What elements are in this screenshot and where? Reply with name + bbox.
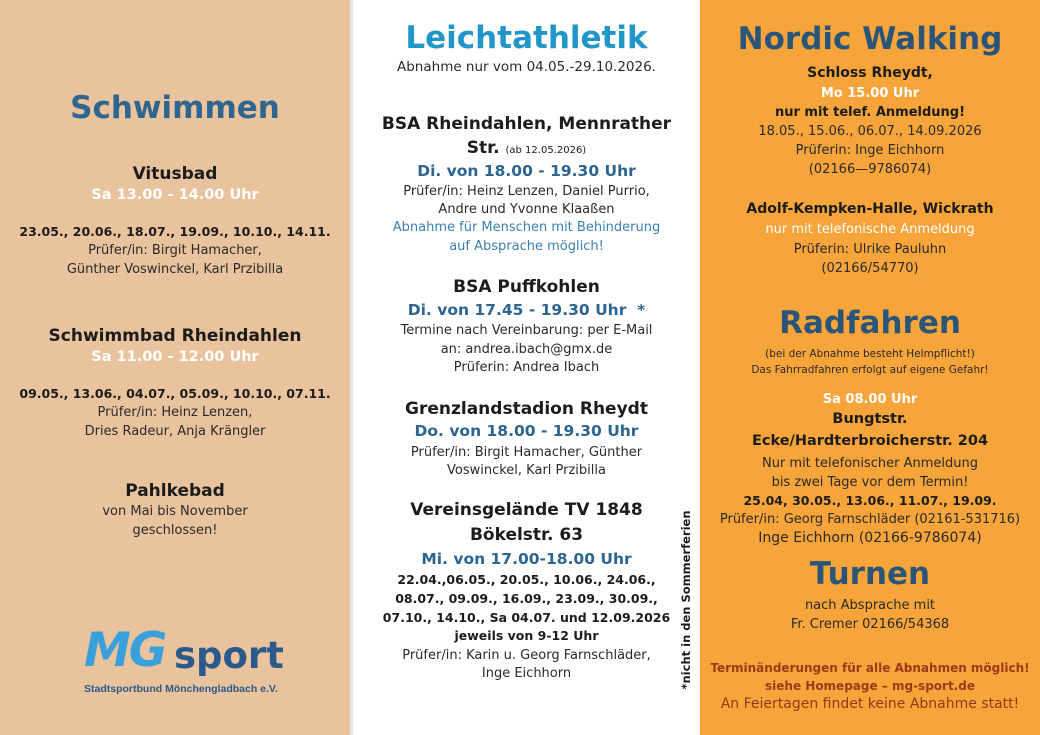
nordic-radfahren-turnen-column	[700, 0, 1040, 735]
leichtathletik-title: Leichtathletik	[405, 20, 648, 56]
bsa-puffkohlen-pruefer: Prüferin: Andrea Ibach	[453, 360, 600, 375]
turnen-line-2: Fr. Cremer 02166/54368	[790, 617, 950, 632]
footer-feiertag: An Feiertagen findet keine Abnahme statt!	[720, 696, 1020, 712]
radfahren-note-1: (bei der Abnahme besteht Helmpflicht!)	[765, 348, 975, 360]
bsa-puffkohlen-line-2: an: andrea.ibach@gmx.de	[440, 342, 613, 357]
logo-sport-text: sport	[174, 634, 284, 677]
grenzland-name: Grenzlandstadion Rheydt	[405, 399, 648, 419]
tv1848-dates-4: jeweils von 9-12 Uhr	[454, 628, 599, 643]
radfahren-time: Sa 08.00 Uhr	[822, 392, 918, 407]
rheindahlen-pruefer-2: Dries Radeur, Anja Krängler	[84, 424, 266, 439]
pahlkebad-line-1: von Mai bis November	[102, 504, 248, 519]
radfahren-line-1: Nur mit telefonischer Anmeldung	[761, 456, 979, 471]
bsa-rheindahlen-pruefer-1: Prüfer/in: Heinz Lenzen, Daniel Purrio,	[403, 184, 650, 199]
radfahren-pruefer-2: Inge Eichhorn (02166-9786074)	[758, 530, 982, 546]
bsa-rheindahlen-note: (ab 12.05.2026)	[505, 145, 587, 156]
turnen-title: Turnen	[809, 556, 931, 592]
footer-note-1: Terminänderungen für alle Abnahmen möglich!	[710, 661, 1030, 675]
vertical-note-text: *nicht in den Sommerferien	[679, 510, 693, 690]
tv1848-dates-2: 08.07., 09.09., 16.09., 23.09., 30.09.,	[395, 591, 658, 606]
bsa-rheindahlen-name-2	[353, 137, 700, 162]
tv1848-name-2: Bökelstr. 63	[469, 525, 584, 545]
kempken-name: Adolf-Kempken-Halle, Wickrath	[746, 201, 994, 217]
nordic-title: Nordic Walking	[737, 21, 1003, 57]
radfahren-title: Radfahren	[779, 305, 961, 341]
vitusbad-dates: 23.05., 20.06., 18.07., 19.09., 10.10., 14.11.	[19, 224, 331, 239]
pahlkebad-name: Pahlkebad	[125, 481, 225, 501]
grenzland-pruefer-2: Voswinckel, Karl Przibilla	[447, 463, 606, 478]
footer-note-2: siehe Homepage – mg-sport.de	[765, 679, 975, 693]
turnen-line-1: nach Absprache mit	[804, 598, 936, 613]
rheindahlen-pruefer-1: Prüfer/in: Heinz Lenzen,	[97, 405, 253, 420]
kempken-pruefer: Prüferin: Ulrike Pauluhn	[793, 242, 947, 257]
schloss-pruefer: Prüferin: Inge Eichhorn	[795, 143, 945, 158]
radfahren-note-2: Das Fahrradfahren erfolgt auf eigene Gefahr!	[751, 364, 989, 376]
grenzland-time: Do. von 18.00 - 19.30 Uhr	[414, 422, 639, 440]
radfahren-place-1: Bungtstr.	[832, 411, 908, 427]
mg-sport-logo	[84, 623, 294, 696]
schwimmen-title: Schwimmen	[70, 90, 280, 126]
schwimmen-column	[0, 0, 350, 735]
bsa-rheindahlen-info-1: Abnahme für Menschen mit Behinderung	[392, 220, 661, 235]
logo-mg-text: MG	[84, 623, 166, 678]
rheindahlen-time: Sa 11.00 - 12.00 Uhr	[91, 349, 259, 365]
bsa-puffkohlen-line-1: Termine nach Vereinbarung: per E-Mail	[400, 323, 653, 338]
leichtathletik-subtitle: Abnahme nur vom 04.05.-29.10.2026.	[397, 59, 656, 75]
logo-subtitle: Stadtsportbund Mönchengladbach e.V.	[84, 683, 278, 695]
tv1848-name-1: Vereinsgelände TV 1848	[410, 500, 643, 520]
radfahren-pruefer-1: Prüfer/in: Georg Farnschläder (02161-531716)	[719, 512, 1021, 527]
bsa-puffkohlen-time: Di. von 17.45 - 19.30 Uhr *	[407, 301, 646, 319]
vitusbad-pruefer-1: Prüfer/in: Birgit Hamacher,	[88, 243, 262, 258]
bsa-rheindahlen-pruefer-2: Andre und Yvonne Klaaßen	[438, 202, 615, 217]
bsa-rheindahlen-name-1: BSA Rheindahlen, Mennrather	[381, 114, 672, 134]
radfahren-dates: 25.04, 30.05., 13.06., 11.07., 19.09.	[743, 493, 997, 508]
grenzland-pruefer-1: Prüfer/in: Birgit Hamacher, Günther	[410, 445, 643, 460]
kempken-note: nur mit telefonische Anmeldung	[765, 222, 975, 237]
bsa-rheindahlen-time: Di. von 18.00 - 19.30 Uhr	[417, 162, 636, 180]
vitusbad-name: Vitusbad	[132, 164, 218, 184]
leichtathletik-column	[350, 0, 700, 735]
tv1848-dates-3: 07.10., 14.10., Sa 04.07. und 12.09.2026	[382, 610, 671, 625]
tv1848-dates-1: 22.04.,06.05., 20.05., 10.06., 24.06.,	[397, 572, 656, 587]
bsa-rheindahlen-str: Str.	[466, 138, 500, 158]
schloss-name: Schloss Rheydt,	[807, 65, 933, 81]
radfahren-line-2: bis zwei Tage vor dem Termin!	[771, 475, 969, 490]
tv1848-time: Mi. von 17.00-18.00 Uhr	[421, 550, 632, 568]
tv1848-pruefer-2: Inge Eichhorn	[481, 666, 572, 681]
schloss-note: nur mit telef. Anmeldung!	[774, 105, 966, 120]
rheindahlen-dates: 09.05., 13.06., 04.07., 05.09., 10.10., 07.11.	[19, 386, 331, 401]
schloss-phone: (02166—9786074)	[808, 162, 932, 177]
schloss-time: Mo 15.00 Uhr	[820, 86, 920, 101]
vitusbad-time: Sa 13.00 - 14.00 Uhr	[91, 187, 259, 203]
bsa-puffkohlen-name: BSA Puffkohlen	[453, 277, 600, 297]
pahlkebad-line-2: geschlossen!	[132, 523, 218, 538]
schloss-dates: 18.05., 15.06., 06.07., 14.09.2026	[758, 124, 982, 139]
bsa-rheindahlen-info-2: auf Absprache möglich!	[449, 239, 604, 254]
vertical-note	[676, 510, 696, 690]
kempken-phone: (02166/54770)	[821, 261, 919, 276]
rheindahlen-name: Schwimmbad Rheindahlen	[48, 326, 302, 346]
vitusbad-pruefer-2: Günther Voswinckel, Karl Przibilla	[66, 262, 284, 277]
radfahren-place-2: Ecke/Hardterbroicherstr. 204	[751, 433, 989, 449]
tv1848-pruefer-1: Prüfer/in: Karin u. Georg Farnschläder,	[402, 648, 651, 663]
